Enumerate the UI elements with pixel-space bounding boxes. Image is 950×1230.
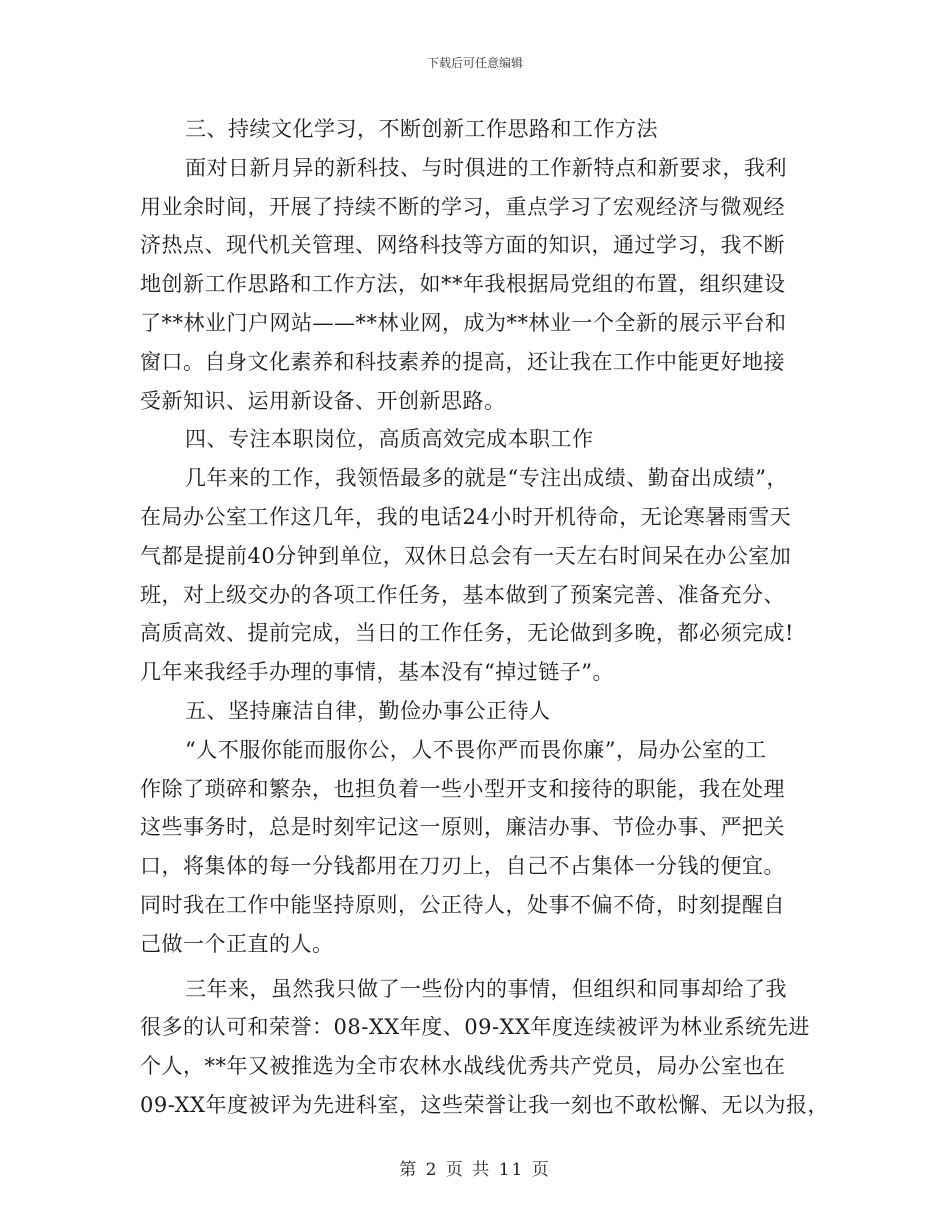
text-line: 受新知识、运用新设备、开创新思路。 [140,388,506,413]
text-line: 在局办公室工作这几年，我的电话24小时开机待命，无论寒暑雨雪天 [140,504,792,529]
page-header: 下载后可任意编辑 [426,56,523,70]
text-line: 用业余时间，开展了持续不断的学习，重点学习了宏观经济与微观经 [140,194,785,219]
text-line: 五、坚持廉洁自律，勤俭办事公正待人 [185,698,551,723]
text-line: 同时我在工作中能坚持原则，公正待人，处事不偏不倚，时刻提醒自 [140,892,785,917]
text-line: 四、专注本职岗位，高质高效完成本职工作 [185,427,594,452]
text-line: 个人，**年又被推选为全市农林水战线优秀共产党员，局办公室也在 [140,1054,786,1079]
text-line: 几年来的工作，我领悟最多的就是“专注出成绩、勤奋出成绩”， [185,466,788,491]
text-line: 口，将集体的每一分钱都用在刀刃上，自己不占集体一分钱的便宜。 [140,854,785,879]
text-line: “人不服你能而服你公，人不畏你严而畏你廉”，局办公室的工 [185,737,767,762]
text-line: 很多的认可和荣誉：08-XX年度、09-XX年度连续被评为林业系统先进 [140,1015,810,1040]
text-line: 作除了琐碎和繁杂，也担负着一些小型开支和接待的职能，我在处理 [140,776,785,801]
text-line: 面对日新月异的新科技、与时俱进的工作新特点和新要求，我利 [185,155,787,180]
text-line: 09-XX年度被评为先进科室，这些荣誉让我一刻也不敢松懈、无以为报， [140,1092,829,1117]
text-line: 班，对上级交办的各项工作任务，基本做到了预案完善、准备充分、 [140,582,785,607]
page-number: 第 2 页 共 11 页 [399,1160,551,1180]
text-line: 窗口。自身文化素养和科技素养的提高，还让我在工作中能更好地接 [140,349,785,374]
text-line: 几年来我经手办理的事情，基本没有“掉过链子”。 [140,660,614,685]
text-line: 地创新工作思路和工作方法，如**年我根据局党组的布置，组织建设 [140,272,786,297]
text-line: 三年来，虽然我只做了一些份内的事情，但组织和同事却给了我 [185,976,787,1001]
document-body [140,110,830,1125]
text-line: 济热点、现代机关管理、网络科技等方面的知识，通过学习，我不断 [140,233,785,258]
text-line: 高质高效、提前完成，当日的工作任务，无论做到多晚，都必须完成! [140,621,794,646]
text-line: 气都是提前40分钟到单位，双休日总会有一天左右时间呆在办公室加 [140,543,792,568]
text-line: 了**林业门户网站——**林业网，成为**林业一个全新的展示平台和 [140,310,787,335]
text-line: 己做一个正直的人。 [140,931,334,956]
text-line: 三、持续文化学习，不断创新工作思路和工作方法 [185,117,658,141]
text-line: 这些事务时，总是时刻牢记这一原则，廉洁办事、节俭办事、严把关 [140,815,785,840]
